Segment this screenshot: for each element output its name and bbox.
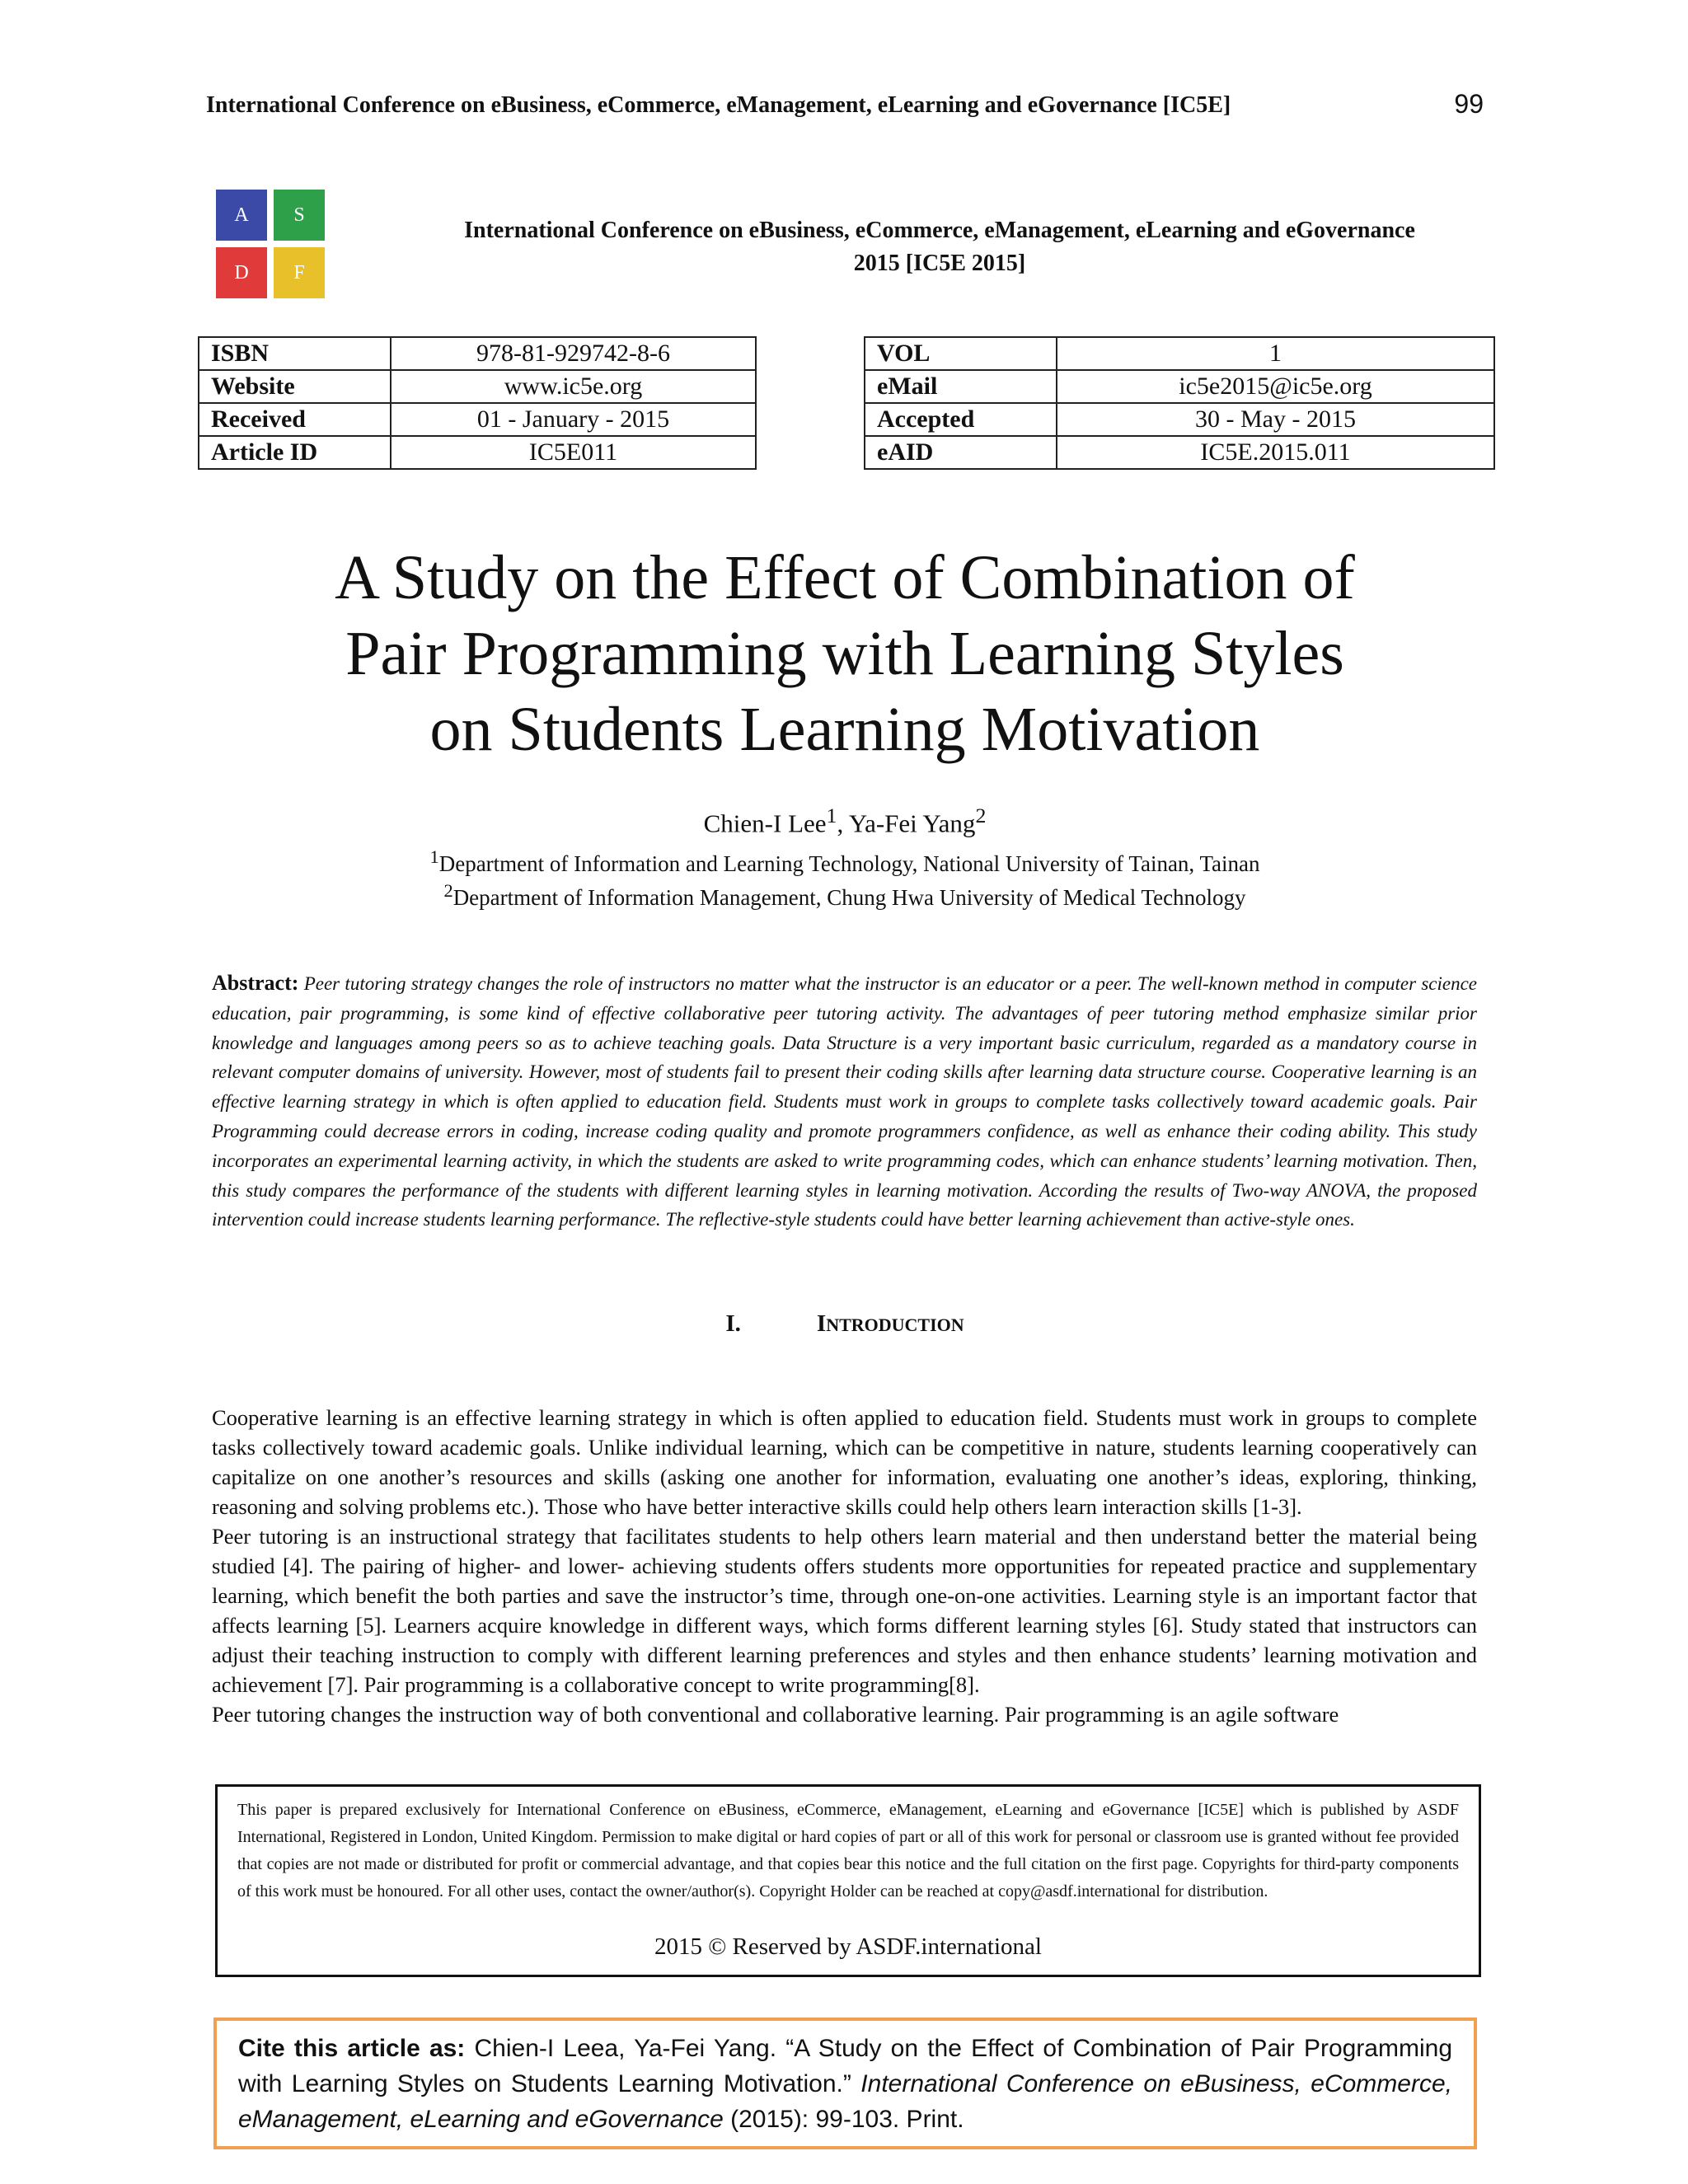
abstract-label: Abstract:: [212, 971, 299, 995]
title-line: Pair Programming with Learning Styles: [345, 619, 1344, 688]
author-separator: ,: [837, 808, 849, 838]
info-key: Article ID: [199, 436, 391, 469]
copyright-notice-box: [215, 1784, 1481, 1977]
info-value: 978-81-929742-8-6: [391, 337, 756, 370]
info-row: [865, 370, 1494, 403]
authors: [206, 804, 1484, 838]
logo-tile-f: F: [274, 247, 325, 298]
affiliation: [206, 880, 1484, 911]
conference-name: [396, 214, 1484, 280]
citation-label: Cite this article as:: [238, 2035, 466, 2062]
citation-tail: (2015): 99-103. Print.: [723, 2106, 964, 2133]
notice-text: This paper is prepared exclusively for International Conference on eBusiness, eCommerce, eManagement, eLearning and eGovernance [IC5E] which is published by ASDF International, Registered in London, United Kingdom. Permission to make digital or hard copies of part or all of this work for personal or classroom use is granted without fee provided that copies are not made or distributed for profit or commercial advantage, and that copies bear this notice and the full citation on the first page. Copyrights for third-party components of this work must be honoured. For all other uses, contact the owner/author(s). Copyright Holder can be reached at copy@asdf.international for distribution.: [237, 1801, 1459, 1900]
section-title-rest: NTRODUCTION: [826, 1315, 964, 1335]
title-line: on Students Learning Motivation: [429, 695, 1260, 764]
conference-name-line2: 2015 [IC5E 2015]: [853, 251, 1026, 276]
affiliation: [206, 846, 1484, 877]
citation-venue: International Conference on eBusiness, eCommerce, eManagement, eLearning and eGovernance: [238, 2070, 1452, 2133]
info-key: VOL: [865, 337, 1057, 370]
info-table-left: [198, 336, 757, 470]
section-title-initial: I: [816, 1310, 827, 1337]
info-row: [199, 370, 756, 403]
conference-name-line1: International Conference on eBusiness, eCommerce, eManagement, eLearning and eGovernance: [464, 218, 1415, 243]
author-superscript: 1: [826, 804, 837, 827]
info-value: www.ic5e.org: [391, 370, 756, 403]
page-number: 99: [1454, 89, 1484, 119]
abstract: [212, 968, 1477, 1235]
author-name: Ya-Fei Yang: [848, 808, 976, 838]
affiliation-superscript: 2: [443, 880, 453, 901]
logo-tile-a: A: [216, 190, 267, 241]
info-value: 30 - May - 2015: [1057, 403, 1494, 436]
info-value: IC5E011: [391, 436, 756, 469]
affiliation-superscript: 1: [429, 846, 439, 867]
info-row: [865, 403, 1494, 436]
info-value: ic5e2015@ic5e.org: [1057, 370, 1494, 403]
info-key: Accepted: [865, 403, 1057, 436]
paragraph: Cooperative learning is an effective learning strategy in which is often applied to education field. Students must work in groups to complete tasks collectively toward academic goals. Unlike individual learning, which can be competitive in nature, students learning cooperatively can capitalize on one another’s resources and skills (asking one another for information, evaluating one another’s ideas, exploring, thinking, reasoning and solving problems etc.). Those who have better interactive skills could help others learn interaction skills [1-3].: [212, 1405, 1477, 1519]
paragraph: Peer tutoring is an instructional strategy that facilitates students to help others learn material and then understand better the material being studied [4]. The pairing of higher- and lower- achieving students offers students more opportunities for repeated practice and supplementary learning, which benefit the both parties and save the instructor’s time, through one-on-one activities. Learning style is an important factor that affects learning [5]. Learners acquire knowledge in different ways, which forms different learning styles [6]. Study stated that instructors can adjust their teaching instruction to comply with different learning preferences and styles and then enhance students’ learning motivation and achievement [7]. Pair programming is a collaborative concept to write programming[8].: [212, 1524, 1477, 1697]
info-key: Received: [199, 403, 391, 436]
info-row: [865, 436, 1494, 469]
info-value: IC5E.2015.011: [1057, 436, 1494, 469]
affiliation-text: Department of Information Management, Chung Hwa University of Medical Technology: [452, 885, 1246, 910]
title-line: A Study on the Effect of Combination of: [335, 543, 1355, 612]
body-text: [212, 1403, 1477, 1729]
info-key: Website: [199, 370, 391, 403]
running-header: [206, 89, 1484, 119]
info-row: [199, 337, 756, 370]
info-key: ISBN: [199, 337, 391, 370]
info-row: [199, 403, 756, 436]
info-table-right: [864, 336, 1495, 470]
info-row: [865, 337, 1494, 370]
info-key: eMail: [865, 370, 1057, 403]
info-value: 1: [1057, 337, 1494, 370]
running-header-text: International Conference on eBusiness, eCommerce, eManagement, eLearning and eGovernance [IC5E]: [206, 92, 1231, 118]
affiliation-text: Department of Information and Learning Technology, National University of Tainan, Tainan: [438, 851, 1260, 876]
citation-box: [213, 2018, 1477, 2149]
asdf-logo: [216, 190, 327, 301]
copyright-line: 2015 © Reserved by ASDF.international: [654, 1933, 1042, 1960]
citation-authors-title: Chien-I Leea, Ya-Fei Yang. “A Study on the Effect of Combination of Pair Programming with Learning Styles on Students Learning Motivation.”: [238, 2035, 1453, 2097]
section-number: I.: [725, 1310, 741, 1337]
section-heading: [206, 1310, 1484, 1338]
logo-tile-s: S: [274, 190, 325, 241]
info-row: [199, 436, 756, 469]
author-superscript: 2: [975, 804, 987, 827]
info-value: 01 - January - 2015: [391, 403, 756, 436]
author-name: Chien-I Lee: [703, 808, 827, 838]
info-key: eAID: [865, 436, 1057, 469]
logo-tile-d: D: [216, 247, 267, 298]
paper-title: [206, 540, 1484, 767]
abstract-text: Peer tutoring strategy changes the role of instructors no matter what the instructor is an educator or a peer. The well-known method in computer science education, pair programming, is some kind of effective collaborative peer tutoring activity. The advantages of peer tutoring method emphasize similar prior knowledge and languages among peers so as to achieve teaching goals. Data Structure is a very important basic curriculum, regarded as a mandatory course in relevant computer domains of university. However, most of students fail to present their coding skills after learning data structure course. Cooperative learning is an effective learning strategy in which is often applied to education field. Students must work in groups to complete tasks collectively toward academic goals. Pair Programming could decrease errors in coding, increase coding quality and promote programmers confidence, as well as enhance their coding ability. This study incorporates an experimental learning activity, in which the students are asked to write programming codes, which can enhance students’ learning motivation. Then, this study compares the performance of the students with different learning styles in learning motivation. According the results of Two-way ANOVA, the proposed intervention could increase students learning performance. The reflective-style students could have better learning achievement than active-style ones.: [212, 973, 1478, 1230]
paragraph: Peer tutoring changes the instruction way of both conventional and collaborative learning. Pair programming is an agile software: [212, 1702, 1339, 1727]
